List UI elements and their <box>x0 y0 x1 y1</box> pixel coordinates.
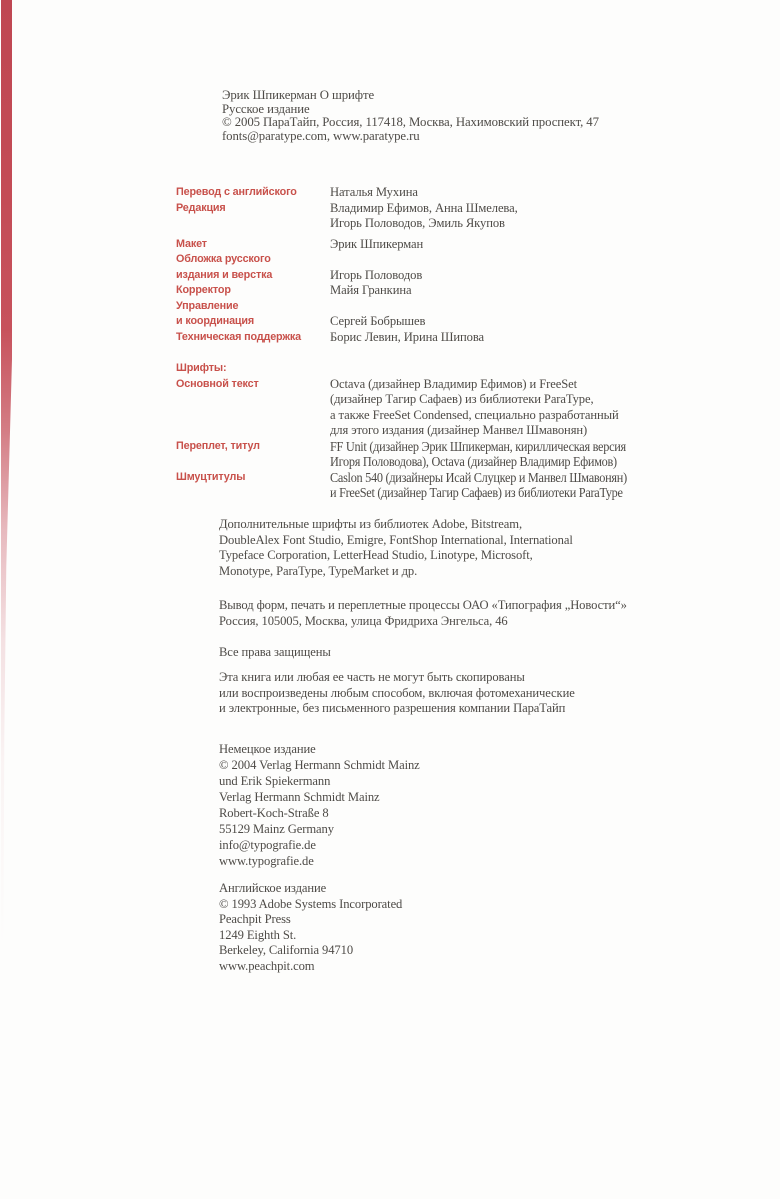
title-line: fonts@paratype.com, www.paratype.ru <box>222 128 420 143</box>
text-line: Berkeley, California 94710 <box>219 943 354 957</box>
credit-row <box>176 485 649 501</box>
credit-value: Владимир Ефимов, Анна Шмелева, <box>330 200 518 215</box>
text-line: Вывод форм, печать и переплетные процессы ОАО «Типография „Новости“» <box>219 598 627 612</box>
credit-label: Шмуцтитулы <box>176 470 246 483</box>
title-line: © 2005 ПараТайп, Россия, 117418, Москва, Нахимовский проспект, 47 <box>222 115 599 129</box>
credit-row <box>176 216 649 232</box>
credit-value: для этого издания (дизайнер Манвел Шмавонян) <box>330 423 588 437</box>
rights-reserved-line <box>219 645 331 661</box>
credit-label <box>176 423 330 439</box>
english-edition-block <box>219 881 402 974</box>
credit-row <box>176 299 649 315</box>
text-line: и электронные, без письменного разрешения компании ПараТайп <box>219 701 566 715</box>
credit-label: Перевод с английского <box>176 186 297 198</box>
text-line: info@typografie.de <box>219 838 316 852</box>
text-line: www.peachpit.com <box>219 958 315 973</box>
credit-row <box>176 237 649 253</box>
credit-label <box>176 392 330 408</box>
credit-value: а также FreeSet Condensed, специально разработанный <box>330 407 619 422</box>
credit-row <box>176 185 649 201</box>
text-line: Typeface Corporation, LetterHead Studio, Linotype, Microsoft, <box>219 548 533 562</box>
text-line: Эта книга или любая ее часть не могут быть скопированы <box>219 670 525 684</box>
credit-label <box>176 216 330 232</box>
text-line: Peachpit Press <box>219 912 291 926</box>
text-line: www.typografie.de <box>219 854 314 868</box>
german-edition-block <box>219 741 420 869</box>
text-line: DoubleAlex Font Studio, Emigre, FontShop International, International <box>219 532 573 547</box>
credit-label: Редакция <box>176 201 226 214</box>
credit-row <box>176 377 649 393</box>
credit-row <box>176 252 649 268</box>
credit-row <box>176 470 649 486</box>
text-line: Все права защищены <box>219 645 331 659</box>
credit-label <box>176 454 330 470</box>
text-line: Дополнительные шрифты из библиотек Adobe, Bitstream, <box>219 517 522 531</box>
red-spine-stripe <box>1 0 12 945</box>
credit-row <box>176 268 649 284</box>
title-block <box>222 89 599 143</box>
credit-row <box>176 314 649 330</box>
credit-value: Майя Гранкина <box>330 283 412 297</box>
title-line: Эрик Шпикерман О шрифте <box>222 88 375 102</box>
credit-value: и FreeSet (дизайнер Тагир Сафаев) из библиотеки ParaType <box>330 485 623 500</box>
credit-row <box>176 439 649 455</box>
text-line: und Erik Spiekermann <box>219 774 331 788</box>
credit-value: (дизайнер Тагир Сафаев) из библиотеки ParaType, <box>330 392 594 406</box>
credit-label: Обложка русского <box>176 253 271 265</box>
credit-label: и координация <box>176 315 255 327</box>
credit-row <box>176 283 649 299</box>
credit-label: Переплет, титул <box>176 439 260 452</box>
credit-value: Игорь Половодов <box>330 267 423 282</box>
credit-value: Caslon 540 (дизайнеры Исай Слуцкер и Манвел Шмавонян) <box>330 469 627 485</box>
credit-row <box>176 392 649 408</box>
credit-value: Сергей Бобрышев <box>330 314 426 328</box>
credit-value: Игорь Половодов, Эмиль Якупов <box>330 216 505 230</box>
text-line: © 1993 Adobe Systems Incorporated <box>219 896 403 911</box>
credit-value: Борис Левин, Ирина Шипова <box>330 329 485 344</box>
text-line: 55129 Mainz Germany <box>219 822 334 836</box>
credit-row <box>176 330 649 346</box>
title-line: Русское издание <box>222 101 310 116</box>
text-line: Россия, 105005, Москва, улица Фридриха Энгельса, 46 <box>219 613 508 628</box>
credit-row <box>176 423 649 439</box>
credit-label: Макет <box>176 237 207 250</box>
credit-row <box>176 454 649 470</box>
printing-paragraph <box>219 598 627 629</box>
credit-row <box>176 408 649 424</box>
credit-value: Игоря Половодова), Octava (дизайнер Владимир Ефимов) <box>330 454 617 469</box>
credit-row <box>176 201 649 217</box>
credit-value: Octava (дизайнер Владимир Ефимов) и FreeSet <box>330 376 578 391</box>
credit-label: Шрифты: <box>176 362 227 374</box>
credit-row <box>176 361 649 377</box>
credit-label <box>176 485 330 501</box>
credits-table <box>176 185 649 501</box>
additional-fonts-paragraph <box>219 517 573 579</box>
text-line: Немецкое издание <box>219 742 316 756</box>
credit-label: Техническая поддержка <box>176 330 301 343</box>
credit-label <box>176 408 330 424</box>
text-line: © 2004 Verlag Hermann Schmidt Mainz <box>219 758 420 772</box>
text-line: 1249 Eighth St. <box>219 927 297 942</box>
text-line: Английское издание <box>219 881 327 895</box>
copy-protection-paragraph <box>219 670 575 717</box>
credit-label: Основной текст <box>176 377 259 390</box>
credit-label: Корректор <box>176 284 231 296</box>
text-line: или воспроизведены любым способом, включая фотомеханические <box>219 685 575 700</box>
text-line: Monotype, ParaType, TypeMarket и др. <box>219 563 418 578</box>
credit-label: издания и верстка <box>176 268 273 281</box>
credit-value: Наталья Мухина <box>330 185 418 199</box>
text-line: Robert-Koch-Straße 8 <box>219 806 329 820</box>
text-line: Verlag Hermann Schmidt Mainz <box>219 790 380 804</box>
credit-label: Управление <box>176 299 239 312</box>
credit-value: FF Unit (дизайнер Эрик Шпикерман, кириллическая версия <box>330 438 626 454</box>
credit-value: Эрик Шпикерман <box>330 236 424 251</box>
